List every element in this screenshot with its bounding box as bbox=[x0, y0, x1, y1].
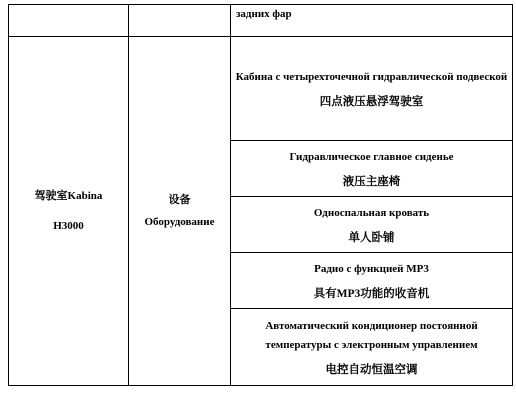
item-cn-text: 液压主座椅 bbox=[342, 176, 401, 188]
table-row bbox=[9, 37, 513, 141]
table-cell bbox=[129, 5, 231, 37]
equipment-cell bbox=[129, 37, 231, 386]
item-ru-text: Односпальная кровать bbox=[313, 207, 430, 219]
equipment-label-cn: 设备 bbox=[168, 194, 191, 206]
item-cell bbox=[231, 197, 513, 253]
cabin-cell bbox=[9, 37, 129, 386]
item-ru-text: Гидравлическое главное сиденье bbox=[289, 151, 454, 163]
item-cn-text: 电控自动恒温空调 bbox=[325, 364, 418, 376]
table-cell-continued-text: задних фар bbox=[231, 5, 513, 37]
cabin-label: 驾驶室Kabina bbox=[34, 190, 103, 202]
item-ru-text: Кабина с четырехточечной гидравлической подвеской bbox=[235, 71, 508, 83]
item-cell bbox=[231, 253, 513, 309]
item-cell bbox=[231, 309, 513, 386]
item-ru-text: Радио с функцией MP3 bbox=[314, 263, 429, 275]
spec-table bbox=[8, 4, 513, 386]
item-cell bbox=[231, 141, 513, 197]
table-row bbox=[9, 5, 513, 37]
table-cell bbox=[9, 5, 129, 37]
item-ru-text: Автоматический кондиционер постоянной температуры с электронным управлением bbox=[265, 320, 478, 351]
item-cn-text: 四点液压悬浮驾驶室 bbox=[319, 96, 424, 108]
item-cell bbox=[231, 37, 513, 141]
cabin-model: H3000 bbox=[53, 220, 84, 232]
item-cn-text: 单人卧铺 bbox=[348, 232, 395, 244]
item-cn-text: 具有MP3功能的收音机 bbox=[313, 288, 430, 300]
equipment-label-ru: Оборудование bbox=[144, 216, 215, 228]
